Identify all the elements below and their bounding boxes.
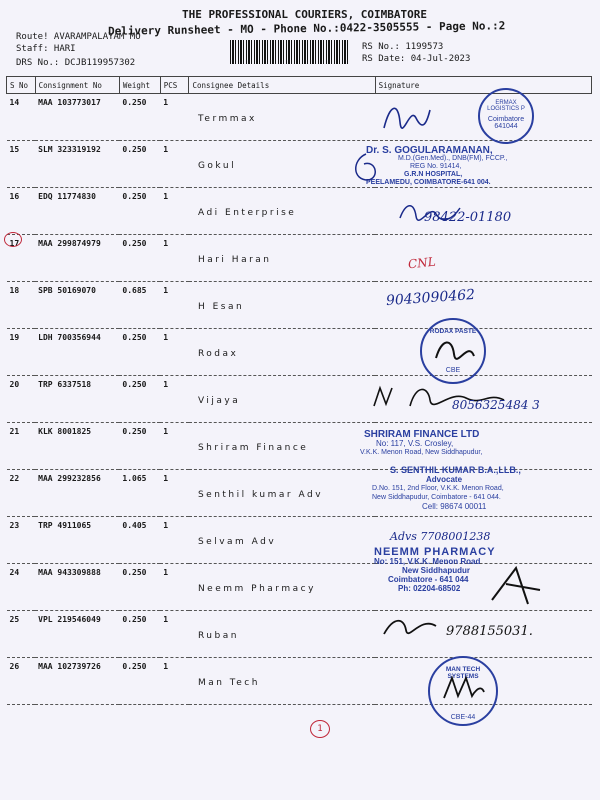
advocate-line1: S. SENTHIL KUMAR B.A.,LLB.,: [390, 465, 521, 475]
cell-weight: 0.250: [119, 658, 160, 705]
signature-14: [376, 98, 436, 138]
consignee-name: Gokul: [197, 161, 237, 171]
cell-consignee: [189, 94, 375, 141]
cell-weight: 0.250: [119, 329, 160, 376]
rs-date: RS Date: 04-Jul-2023: [362, 54, 471, 64]
cell-consignment: MAA 102739726: [35, 658, 119, 705]
doctor-stamp: [366, 146, 586, 187]
cell-consignment: LDH 700356944: [35, 329, 119, 376]
cell-pcs: 1: [160, 282, 189, 329]
col-consignee: Consignee Details: [189, 77, 375, 94]
consignee-name: Selvam Adv: [197, 537, 277, 547]
advocate-line3: D.No. 151, 2nd Floor, V.K.K. Menon Road,: [372, 485, 504, 492]
cell-consignment: TRP 6337518: [35, 376, 119, 423]
shriram-line2: No: 117, V.S. Crosley,: [376, 439, 454, 448]
phone-18: 9043090462: [385, 286, 476, 310]
cell-consignment: MAA 103773017: [35, 94, 119, 141]
phone-25: 9788155031.: [446, 624, 533, 639]
cell-consignment: EDQ 11774830: [35, 188, 119, 235]
phone-23: Advs 7708001238: [390, 530, 491, 543]
consignee-name: Adi Enterprise: [197, 208, 297, 218]
cell-pcs: 1: [160, 564, 189, 611]
cell-consignee: [189, 611, 375, 658]
cell-pcs: 1: [160, 517, 189, 564]
rs-number: RS No.: 1199573: [362, 42, 444, 52]
advocate-stamp: [372, 466, 592, 511]
col-weight: Weight: [119, 77, 160, 94]
advocate-line4: New Siddhapudur, Coimbatore - 641 044.: [372, 494, 501, 501]
cell-consignee: [189, 658, 375, 705]
rodax-stamp-city: CBE: [445, 367, 461, 374]
cell-pcs: 1: [160, 329, 189, 376]
cell-weight: 0.250: [119, 611, 160, 658]
phone-20: 8056325484 3: [452, 398, 540, 412]
cell-weight: 0.405: [119, 517, 160, 564]
consignee-name: Vijaya: [197, 396, 241, 406]
col-signature: Signature: [375, 77, 591, 94]
col-consignment: Consignment No: [35, 77, 119, 94]
doctor-line3: G.R.N HOSPITAL,: [404, 171, 463, 178]
col-sno: S No: [7, 77, 36, 94]
consignee-name: Shriram Finance: [197, 443, 309, 453]
cell-consignee: [189, 376, 375, 423]
cell-weight: 0.250: [119, 235, 160, 282]
cell-weight: 1.065: [119, 470, 160, 517]
cell-pcs: 1: [160, 376, 189, 423]
signature-25: [380, 612, 440, 642]
table-row: [7, 329, 592, 376]
mantech-stamp-city: CBE-44: [450, 714, 476, 721]
neemm-line3: New Siddhapudur: [402, 566, 470, 575]
cell-sno: 14: [7, 94, 36, 141]
page-mark: 1: [310, 720, 330, 738]
cell-pcs: 1: [160, 423, 189, 470]
consignee-name: Man Tech: [197, 678, 260, 688]
logistics-stamp-name: ERMAX LOGISTICS P: [487, 100, 525, 112]
drs-number: DRS No.: DCJB119957302: [16, 58, 136, 68]
cell-consignee: [189, 470, 375, 517]
cell-sno: 23: [7, 517, 36, 564]
cell-weight: 0.685: [119, 282, 160, 329]
cell-sno: 17: [7, 235, 36, 282]
cell-pcs: 1: [160, 658, 189, 705]
cell-sno: 21: [7, 423, 36, 470]
shriram-line1: SHRIRAM FINANCE LTD: [364, 429, 480, 440]
cell-pcs: 1: [160, 188, 189, 235]
cell-consignee: [189, 188, 375, 235]
shriram-stamp: [360, 430, 590, 457]
cell-sno: 20: [7, 376, 36, 423]
cell-weight: 0.250: [119, 564, 160, 611]
consignee-name: Ruban: [197, 631, 239, 641]
signature-24: [486, 560, 546, 610]
cell-consignee: [189, 564, 375, 611]
doctor-line2: REG No. 91414,: [410, 163, 462, 170]
col-pcs: PCS: [160, 77, 189, 94]
consignee-name: Termmax: [197, 114, 257, 124]
cell-pcs: 1: [160, 94, 189, 141]
consignee-name: Rodax: [197, 349, 239, 359]
cell-pcs: 1: [160, 235, 189, 282]
cell-consignee: [189, 329, 375, 376]
cell-consignee: [189, 423, 375, 470]
advocate-line5: Cell: 98674 00011: [422, 502, 487, 511]
row17-red-circle: [4, 232, 22, 247]
company-title: THE PROFESSIONAL COURIERS, COIMBATORE: [182, 8, 428, 21]
phone-16: 98422-01180: [424, 210, 512, 225]
cell-sno: 26: [7, 658, 36, 705]
cell-sno: 19: [7, 329, 36, 376]
signature-26: [440, 672, 488, 706]
cell-weight: 0.250: [119, 188, 160, 235]
cell-sno: 24: [7, 564, 36, 611]
barcode: [230, 40, 350, 64]
doctor-line1: M.D.(Gen.Med)., DNB(FM), FCCP.,: [398, 155, 508, 162]
route-label: Route! AVARAMPALAYAM MO: [16, 32, 141, 42]
cell-consignment: SPB 50169070: [35, 282, 119, 329]
signature-19: [430, 334, 480, 368]
runsheet-title: Delivery Runsheet - MO - Phone No.:0422-3505555 - Page No.:2: [107, 19, 506, 38]
consignee-name: Hari Haran: [197, 255, 272, 265]
cell-consignment: MAA 299874979: [35, 235, 119, 282]
cell-consignment: SLM 323319192: [35, 141, 119, 188]
logistics-stamp-city: Coimbatore 641044: [487, 116, 525, 130]
cell-weight: 0.250: [119, 94, 160, 141]
neemm-line4: Coimbatore - 641 044: [388, 575, 469, 584]
doctor-line4: PEELAMEDU, COIMBATORE-641 004.: [366, 179, 491, 186]
cnl-mark: CNL: [407, 254, 437, 272]
consignee-name: Senthil kumar Adv: [197, 490, 324, 500]
cell-consignment: MAA 299232856: [35, 470, 119, 517]
cell-consignment: MAA 943309888: [35, 564, 119, 611]
cell-pcs: 1: [160, 470, 189, 517]
consignee-name: Neemm Pharmacy: [197, 584, 316, 594]
neemm-line5: Ph: 02204-68502: [398, 584, 461, 593]
neemm-line1: NEEMM PHARMACY: [374, 546, 496, 558]
cell-consignment: VPL 219546049: [35, 611, 119, 658]
doctor-name: Dr. S. GOGULARAMANAN,: [366, 145, 493, 156]
cell-sno: 22: [7, 470, 36, 517]
cell-consignee: [189, 282, 375, 329]
cell-sno: 25: [7, 611, 36, 658]
staff-label: Staff: HARI: [16, 44, 76, 54]
cell-pcs: 1: [160, 611, 189, 658]
cell-weight: 0.250: [119, 423, 160, 470]
logistics-stamp: [478, 88, 534, 144]
advocate-line2: Advocate: [426, 475, 463, 484]
cell-weight: 0.250: [119, 376, 160, 423]
cell-consignment: TRP 4911065: [35, 517, 119, 564]
cell-weight: 0.250: [119, 141, 160, 188]
cell-sno: 18: [7, 282, 36, 329]
mantech-stamp-name: MAN TECH SYSTEMS: [445, 666, 481, 680]
consignee-name: H Esan: [197, 302, 245, 312]
table-row: [7, 282, 592, 329]
cell-consignee: [189, 235, 375, 282]
shriram-line3: V.K.K. Menon Road, New Siddhapudur,: [360, 449, 483, 456]
cell-sno: 16: [7, 188, 36, 235]
cell-consignment: KLK 8001825: [35, 423, 119, 470]
neemm-line2: No: 151, V.K.K. Menon Road: [374, 557, 481, 566]
table-row: [7, 235, 592, 282]
cell-consignee: [189, 517, 375, 564]
rodax-stamp-name: RODAX PASTE: [429, 328, 477, 335]
cell-pcs: 1: [160, 141, 189, 188]
cell-sno: 15: [7, 141, 36, 188]
table-row: [7, 658, 592, 705]
signature-15: [346, 150, 386, 186]
